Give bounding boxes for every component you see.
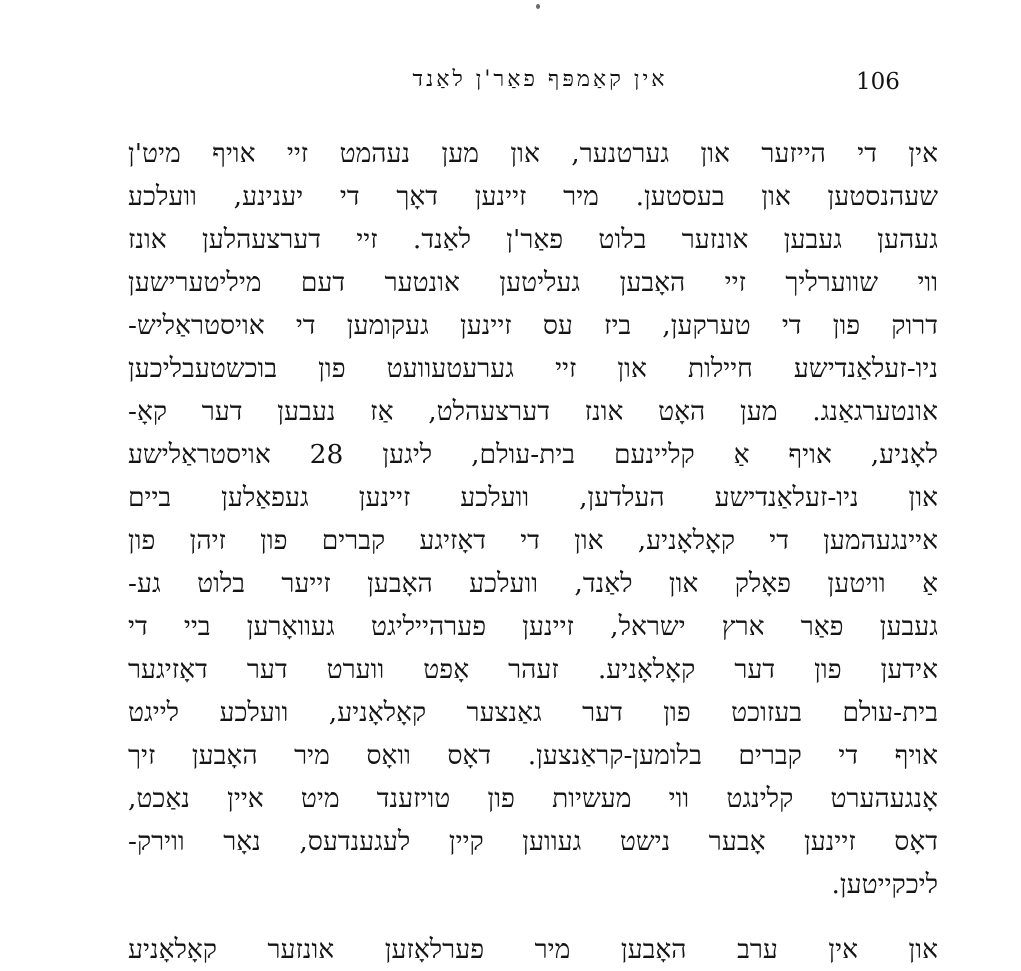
ink-speck [536,4,540,9]
cut-off-text: און אין ערב האָבען מיר פערלאָזען אונזער קאָלאָניע [128,934,938,965]
text-line: ווי שווערליך זיי האָבען געליטען אונטער דעם מיליטערישען [128,267,938,298]
running-title: אין קאַמפּף פאַר'ן לאַנד [412,67,668,92]
text-line-last: ליכקייטען. [831,869,938,900]
text-line: אידען פון דער קאָלאָניע. זעהר אָפט ווערט דער דאָזיגער [128,654,938,685]
page-number: 106 [856,69,900,95]
text-line: און ניו-זעלאַנדישע העלדען, וועלכע זיינען געפאַלען ביים [128,482,938,513]
text-line: ניו-זעלאַנדישע חיילות און זיי גערעטעוועט פון בוכשטעבליכען [128,353,938,384]
cut-off-next-line [128,928,938,965]
text-line: דרוק פון די טערקען, ביז עס זיינען געקומען די אויסטראַליש- [128,310,938,341]
body-paragraph [128,132,938,906]
text-line: געבען פאַר ארץ ישראל, זיינען פערהייליגט געוואָרען ביי די [128,611,938,642]
text-line: אונטערגאַנג. מען האָט אונז דערצעהלט, אַז נעבען דער קאָ- [128,396,938,427]
text-line: געהען געבען אונזער בלוט פאַר'ן לאַנד. זיי דערצעהלען אונז [128,224,938,255]
text-line: אַ וויטען פאָלק און לאַנד, וועלכע האָבען זייער בלוט גע- [128,568,938,599]
text-line: שעהנסטען און בעסטען. מיר זיינען דאָך די יענינע, וועלכע [128,181,938,212]
text-line: בית-עולם בעזוכט פון דער גאַנצער קאָלאָניע, וועלכע לייגט [128,697,938,728]
text-line: אָנגעהערט קלינגט ווי מעשיות פון טויזענד מיט איין נאַכט, [128,783,938,814]
text-line: לאָניע, אויף אַ קליינעם בית-עולם, ליגען 28 אויסטראַלישע [128,439,938,470]
text-line: אויף די קברים בלומען-קראַנצען. דאָס וואָס מיר האָבען זיך [128,740,938,771]
text-line: אין די הייזער און גערטנער, און מען נעהמט זיי אויף מיט'ן [128,138,938,169]
text-line: איינגעהמען די קאָלאָניע, און די דאָזיגע קברים פון זיהן פון [128,525,938,556]
text-line: דאָס זיינען אָבער נישט געווען קיין לעגענדעס, נאָר ווירק- [128,826,938,857]
